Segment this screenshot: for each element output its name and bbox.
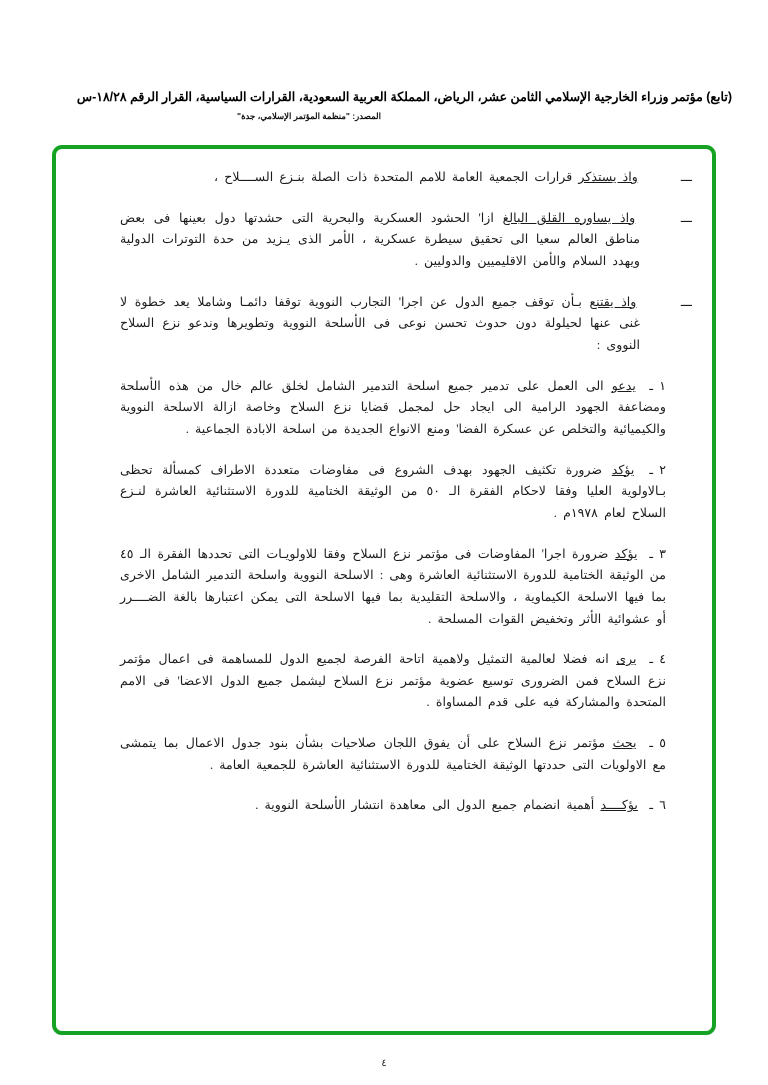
page-title: (تابع) مؤتمر وزراء الخارجية الإسلامي الثامن عشر، الرياض، المملكة العربية السعودية، القرارات السياسية، القرار الرقم ١٨/٢٨-س [76,90,732,104]
paragraph-lead-verb: واذ يساوره القلق البالغ [502,210,636,225]
paragraph-marker: ٤ ـ [649,652,666,667]
paragraph [120,167,692,189]
paragraph-marker: ٢ ـ [649,462,666,477]
paragraph-marker: ـــ [680,170,692,184]
paragraph-text: ضرورة تكثيف الجهود بهدف الشروع فى مفاوضات متعددة الاطراف كمسألة تحظى بـالاولوية العليا وفقا لاحكام الفقرة الـ ٥٠ من الوثيقة الختامية للدورة الاستثنائية العاشرة لنـزع السلاح لعام ١٩٧٨م . [120,462,666,520]
paragraph-text: ضرورة اجرا' المفاوضات فى مؤتمر نزع السلاح وفقا للاولويـات التى تحددها الفقرة الـ ٤٥ من الوثيقة الختامية للدورة الاستثنائية العاشرة وهى : الاسلحة النووية واسلحة التدمير الشامل الاخرى بما فيها الاسلحة الكيماوية ، والاسلحة التقليدية بما فيها الاسلحة التى يمكن اعتبارها بالغة الضــــرر أو عشوائية الأثر وتخفيض القوات المسلحة . [120,546,666,626]
paragraph-lead-verb: يؤكد [611,462,635,477]
paragraph [120,292,692,357]
paragraph-lead-verb: يحث [612,736,637,751]
paragraph-text: أهمية انضمام جميع الدول الى معاهدة انتشار الأسلحة النووية . [255,798,595,813]
paragraph-marker: ـــ [680,210,692,225]
paragraph-lead-verb: يرى [616,652,637,667]
paragraph-marker: ٦ ـ [649,798,666,813]
paragraph [120,649,666,714]
paragraph-lead-verb: واذ يستذكر [578,170,638,184]
paragraph-lead-verb: يدعو [611,378,636,393]
paragraph-lead-verb: يؤكد [614,546,638,561]
paragraph-text: الى العمل على تدمير جميع اسلحة التدمير الشامل لخلق عالم خال من هذه الأسلحة ومضاعفة الجهود الرامية الى ايجاد حل لمجمل قضايا نزع السلاح وخاصة ازالة الاسلحة النووية والكيميائية والتخلص عن عسكرة الفضا' ومنع الانواع الجديدة من اسلحة الابادة الجماعية . [120,378,666,436]
paragraph-marker: ٣ ـ [649,546,667,561]
paragraph-text: مؤتمر نزع السلاح على أن يفوق اللجان صلاحيات بشأن بنود جدول الاعمال بما يتمشى مع الاولويات التى حددتها الوثيقة الختامية للدورة الاستثنائية العاشرة للجمعية العامة . [120,736,666,772]
paragraph-text: قرارات الجمعية العامة للامم المتحدة ذات الصلة بنـزع الســــلاح ، [214,170,573,184]
paragraph-text: انه فضلا لعالمية التمثيل ولاهمية اتاحة الفرصة لجميع الدول للمساهمة فى اعمال مؤتمر نزع السلاح فمن الضرورى توسيع عضوية مؤتمر نزع السلاح ليشمل جميع الدول الاعضا' فى الامم المتحدة والمشاركة فيه على قدم المساواة . [120,652,666,710]
paragraph [120,733,666,776]
content-frame [52,145,716,1035]
paragraph [120,208,692,273]
paragraph [120,544,666,631]
document-header [36,88,732,122]
paragraph [120,460,666,525]
paragraph [120,795,666,817]
source-line: المصدر: "منظمة المؤتمر الإسلامي، جدة" [237,110,381,121]
paragraph [120,376,666,441]
paragraph-text: ازا' الحشود العسكرية والبحرية التى حشدتها دول بعينها فى بعض مناطق العالم سعيا الى تحقيق سيطرة عسكرية ، الأمر الذى يـزيد من حدة التوترات الدولية ويهدد السلام والأمن الاقليميين والدوليين . [120,210,640,268]
paragraph-marker: ـــ [680,294,692,309]
paragraph-marker: ١ ـ [649,378,667,393]
paragraph-text: بـأن توقف جميع الدول عن اجرا' التجارب النووية توقفا دائمـا وشاملا يعد خطوة لا غنى عنها لحيلولة دون حدوث تحسن نوعى فى الأسلحة النووية وتطويرها وندعو نزع السلاح النووى : [120,294,640,352]
resolution-text-body [120,167,692,1021]
page-number: ٤ [381,1058,387,1069]
paragraph-marker: ٥ ـ [649,736,666,751]
paragraph-lead-verb: يؤكــــد [600,798,638,813]
paragraph-lead-verb: واذ يقتنع [589,294,637,309]
